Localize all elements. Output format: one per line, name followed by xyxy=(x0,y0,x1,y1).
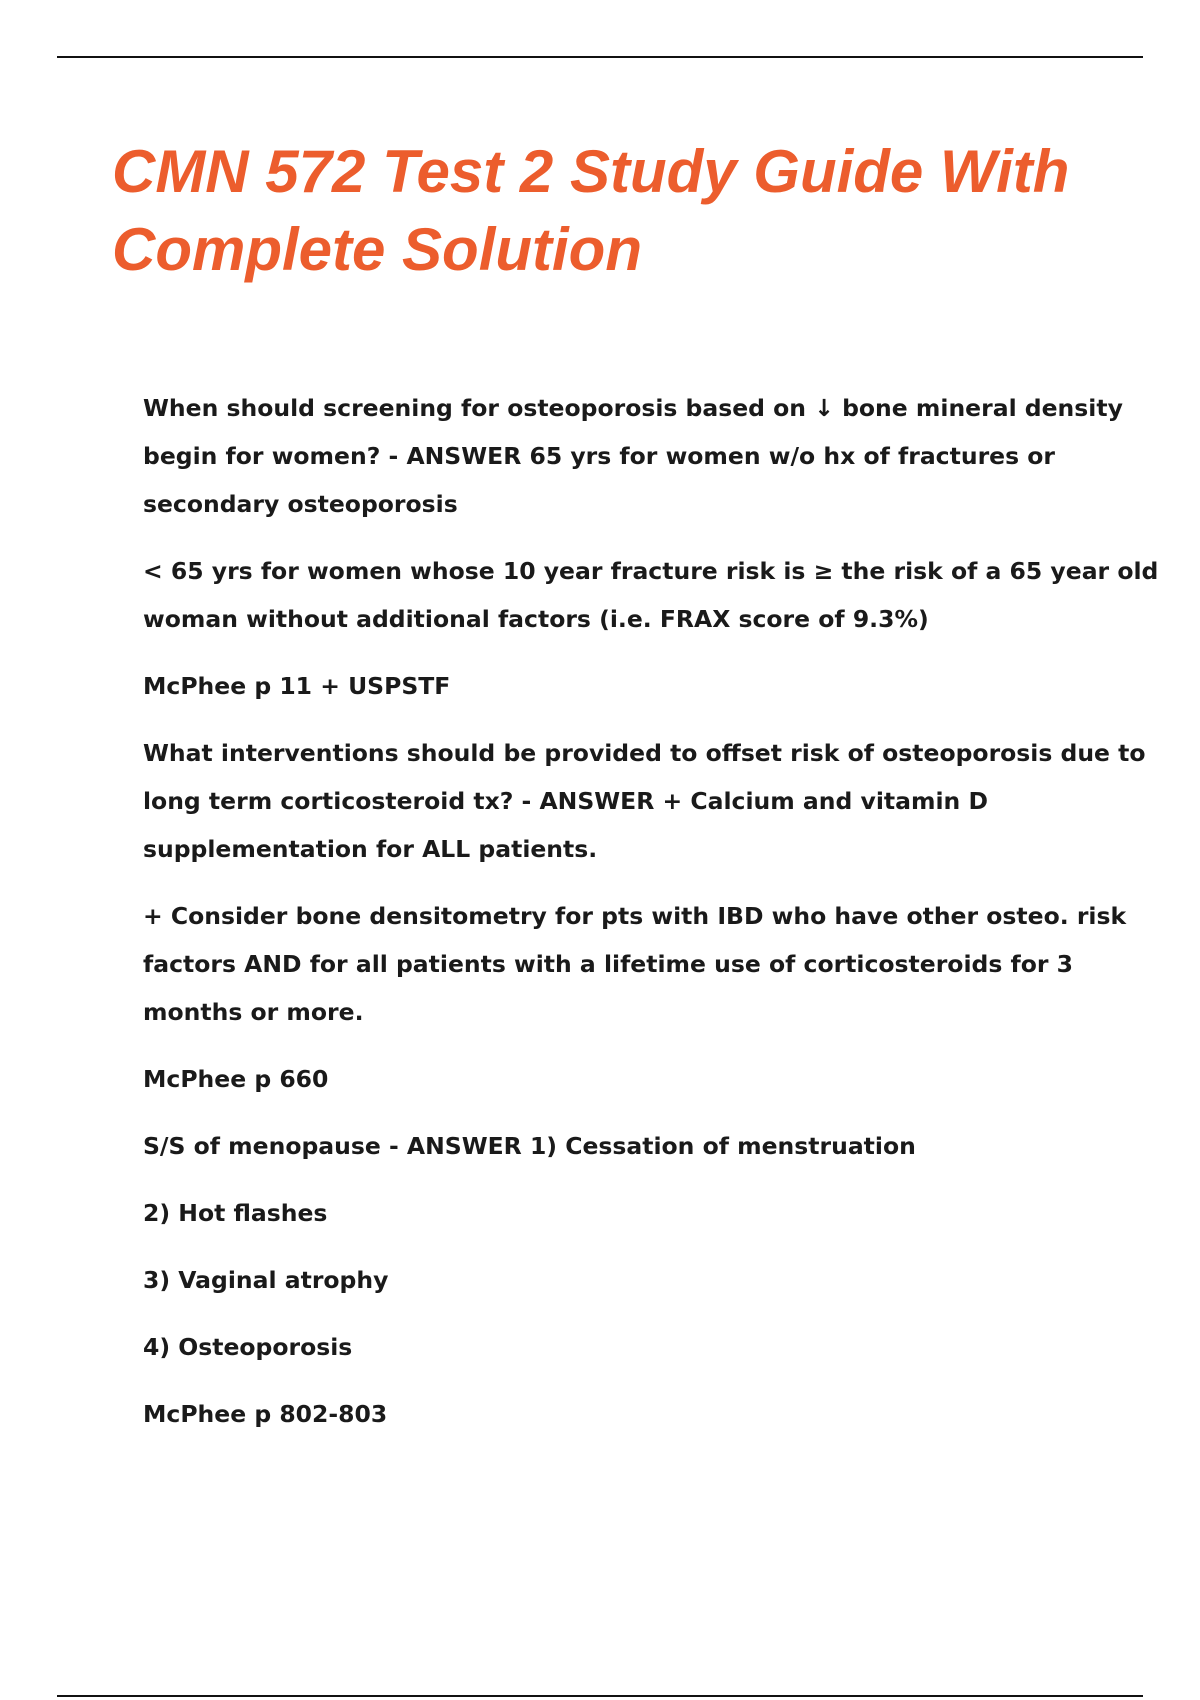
footer-rule xyxy=(57,1695,1143,1697)
text-line: long term corticosteroid tx? - ANSWER + Calcium and vitamin D xyxy=(143,787,988,815)
paragraph-5 xyxy=(143,892,1127,1036)
text-line: secondary osteoporosis xyxy=(143,490,458,518)
document-body xyxy=(143,384,1159,1457)
paragraph-8 xyxy=(143,1189,1083,1237)
text-line: months or more. xyxy=(143,998,364,1026)
text-line: When should screening for osteoporosis based on ↓ bone mineral density xyxy=(143,394,1123,422)
text-line: What interventions should be provided to offset risk of osteoporosis due to xyxy=(143,739,1146,767)
text-line: begin for women? - ANSWER 65 yrs for women w/o hx of fractures or xyxy=(143,442,1056,470)
text-line: McPhee p 660 xyxy=(143,1065,329,1093)
text-line: supplementation for ALL patients. xyxy=(143,835,598,863)
text-line: + Consider bone densitometry for pts with IBD who have other osteo. risk xyxy=(143,902,1127,930)
text-line: woman without additional factors (i.e. FRAX score of 9.3%) xyxy=(143,605,929,633)
paragraph-9 xyxy=(143,1256,1083,1304)
header-rule xyxy=(57,56,1143,58)
paragraph-3-reference xyxy=(143,662,1083,710)
text-line: 4) Osteoporosis xyxy=(143,1333,353,1361)
paragraph-11-reference xyxy=(143,1390,1083,1438)
text-line: McPhee p 11 + USPSTF xyxy=(143,672,451,700)
paragraph-4 xyxy=(143,729,1146,873)
text-line: < 65 yrs for women whose 10 year fracture risk is ≥ the risk of a 65 year old xyxy=(143,557,1159,585)
paragraph-2 xyxy=(143,547,1159,643)
paragraph-7 xyxy=(143,1122,1083,1170)
paragraph-6-reference xyxy=(143,1055,1083,1103)
text-line: 2) Hot flashes xyxy=(143,1199,328,1227)
text-line: 3) Vaginal atrophy xyxy=(143,1266,389,1294)
paragraph-10 xyxy=(143,1323,1083,1371)
title-line-1: CMN 572 Test 2 Study Guide With xyxy=(112,138,1070,205)
text-line: factors AND for all patients with a lifetime use of corticosteroids for 3 xyxy=(143,950,1073,978)
text-line: S/S of menopause - ANSWER 1) Cessation of menstruation xyxy=(143,1132,916,1160)
paragraph-1 xyxy=(143,384,1123,528)
text-line: McPhee p 802-803 xyxy=(143,1400,388,1428)
document-title xyxy=(112,133,1172,289)
title-line-2: Complete Solution xyxy=(112,216,642,283)
